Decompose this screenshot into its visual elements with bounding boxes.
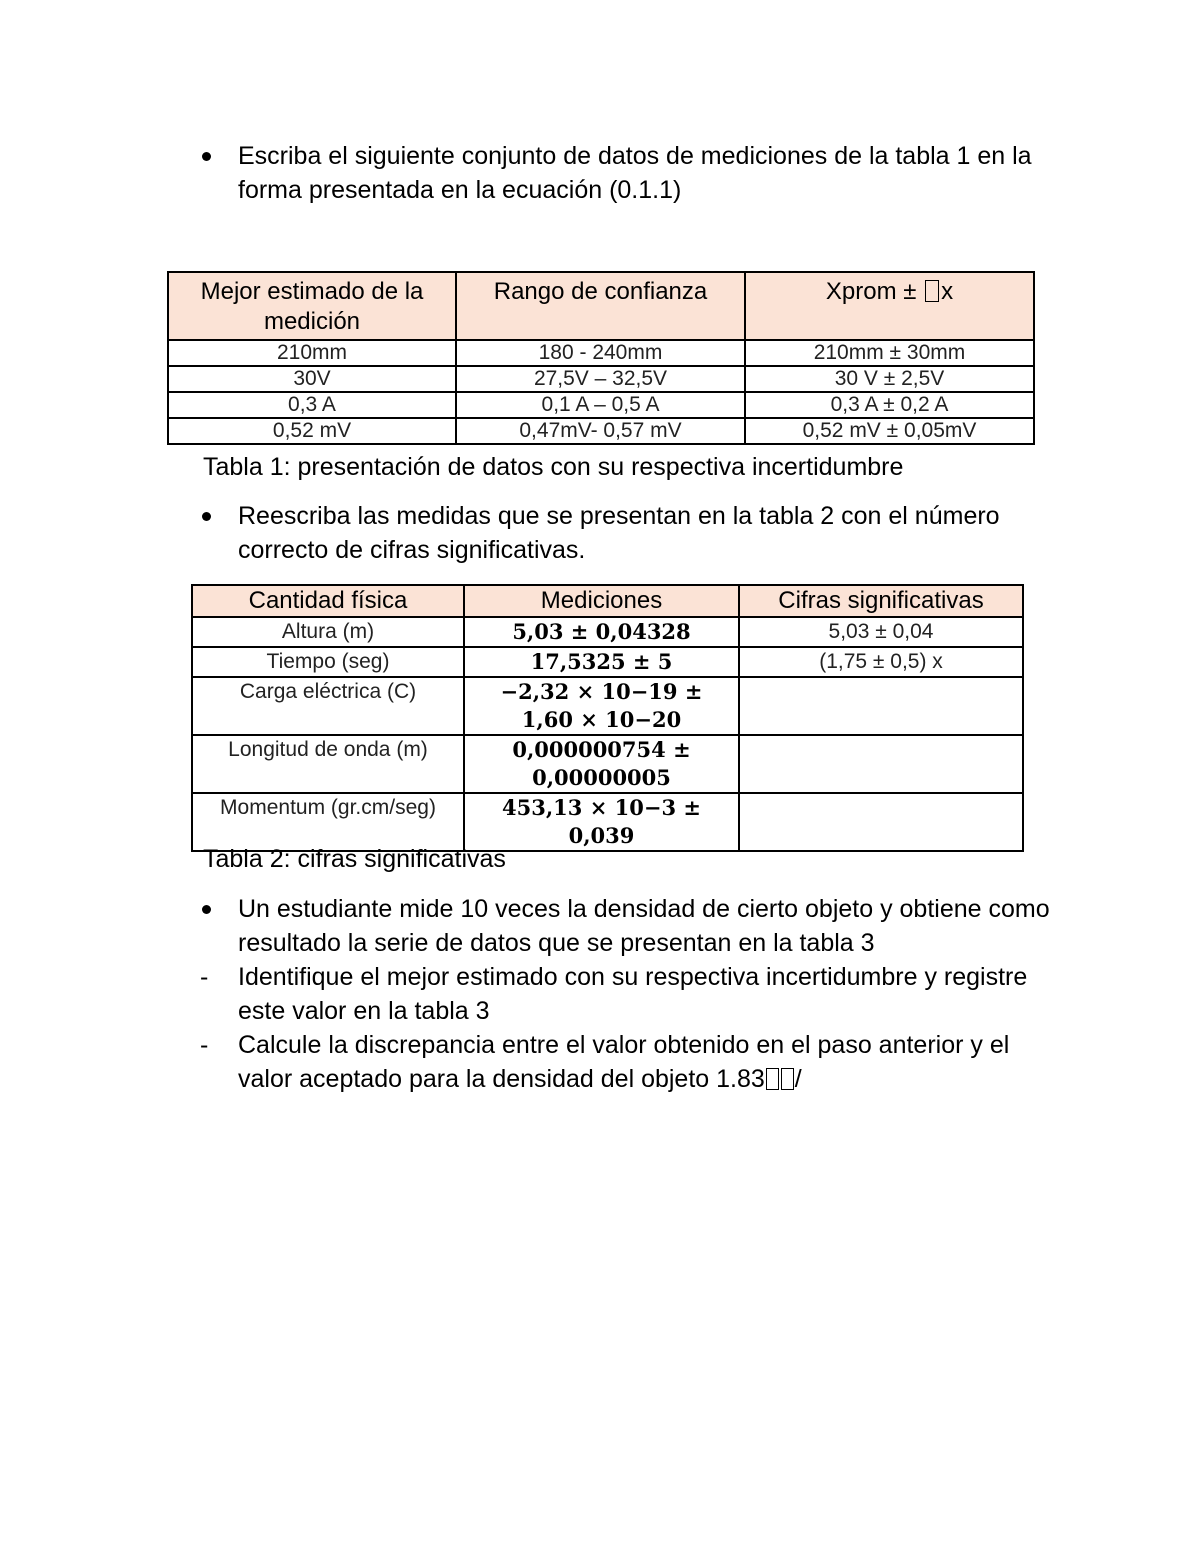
header-cell: Xprom ± x	[745, 272, 1034, 340]
table-row	[192, 647, 1023, 677]
dash-text: Identifique el mejor estimado con su respectiva incertidumbre y registre este valor en la tabla 3	[238, 963, 1028, 1025]
bullet-item	[200, 892, 1060, 960]
sigfig-cell: 5,03 ± 0,04	[739, 617, 1023, 647]
sigfig-cell: (1,75 ± 0,5) x	[739, 647, 1023, 677]
missing-glyph-icon	[925, 280, 939, 302]
table-row	[192, 677, 1023, 735]
table-row	[168, 418, 1034, 444]
table-cell: 180 - 240mm	[456, 340, 745, 366]
sigfig-cell	[739, 793, 1023, 851]
measurement-cell: 𝟓,𝟎𝟑 ± 𝟎,𝟎𝟒𝟑𝟐𝟖	[464, 617, 739, 647]
table-cell: 0,3 A ± 0,2 A	[745, 392, 1034, 418]
quantity-cell: Momentum (gr.cm/seg)	[192, 793, 464, 851]
table-1	[167, 271, 1035, 445]
header-cell: Mediciones	[464, 585, 739, 617]
header-cell: Mejor estimado de la medición	[168, 272, 456, 340]
table-row	[168, 340, 1034, 366]
table-header-row	[192, 585, 1023, 617]
table-cell: 210mm ± 30mm	[745, 340, 1034, 366]
quantity-cell: Altura (m)	[192, 617, 464, 647]
table-cell: 0,52 mV ± 0,05mV	[745, 418, 1034, 444]
dash-mark: -	[200, 1031, 209, 1059]
bullet-item	[200, 499, 1060, 567]
dash-mark: -	[200, 963, 209, 991]
missing-glyph-icon	[766, 1068, 779, 1090]
table-row	[168, 392, 1034, 418]
bullet-text: Escriba el siguiente conjunto de datos de mediciones de la tabla 1 en la forma presentada en la ecuación (0.1.1)	[238, 142, 1032, 204]
table-cell: 210mm	[168, 340, 456, 366]
bullet-item	[200, 139, 1060, 207]
bullet-text: Reescriba las medidas que se presentan en la tabla 2 con el número correcto de cifras significativas.	[238, 502, 1000, 564]
header-cell: Cifras significativas	[739, 585, 1023, 617]
table-1-caption: Tabla 1: presentación de datos con su respectiva incertidumbre	[203, 453, 904, 481]
sigfig-cell	[739, 677, 1023, 735]
section-1	[200, 139, 1060, 207]
table-row	[192, 735, 1023, 793]
measurement-cell: 𝟏𝟕,𝟓𝟑𝟐𝟓 ± 𝟓	[464, 647, 739, 677]
header-cell: Rango de confianza	[456, 272, 745, 340]
bullet-text: Un estudiante mide 10 veces la densidad de cierto objeto y obtiene como resultado la serie de datos que se presentan en la tabla 3	[238, 895, 1050, 957]
measurement-cell: −𝟐,𝟑𝟐 × 𝟏𝟎−𝟏𝟗 ± 𝟏,𝟔𝟎 × 𝟏𝟎−𝟐𝟎	[464, 677, 739, 735]
sigfig-cell	[739, 735, 1023, 793]
table-row	[168, 366, 1034, 392]
missing-glyph-icon	[781, 1068, 794, 1090]
table-cell: 0,52 mV	[168, 418, 456, 444]
table-2-caption: Tabla 2: cifras significativas	[203, 845, 506, 873]
section-2	[200, 499, 1060, 567]
dash-item: - Calcule la discrepancia entre el valor obtenido en el paso anterior y el valor aceptado para la densidad del objeto 1.83 /	[200, 1028, 1060, 1096]
table-cell: 30 V ± 2,5V	[745, 366, 1034, 392]
quantity-cell: Longitud de onda (m)	[192, 735, 464, 793]
quantity-cell: Tiempo (seg)	[192, 647, 464, 677]
header-cell: Cantidad física	[192, 585, 464, 617]
measurement-cell: 𝟎,𝟎𝟎𝟎𝟎𝟎𝟎𝟕𝟓𝟒 ± 𝟎,𝟎𝟎𝟎𝟎𝟎𝟎𝟎𝟓	[464, 735, 739, 793]
table-row	[192, 617, 1023, 647]
table-2	[191, 584, 1024, 852]
dash-item	[200, 960, 1060, 1028]
quantity-cell: Carga eléctrica (C)	[192, 677, 464, 735]
dash-text: Calcule la discrepancia entre el valor obtenido en el paso anterior y el valor aceptado para la densidad del objeto 1.83	[238, 1031, 1010, 1093]
table-header-row	[168, 272, 1034, 340]
table-cell: 0,47mV- 0,57 mV	[456, 418, 745, 444]
measurement-cell: 𝟒𝟓𝟑,𝟏𝟑 × 𝟏𝟎−𝟑 ± 𝟎,𝟎𝟑𝟗	[464, 793, 739, 851]
table-cell: 0,1 A – 0,5 A	[456, 392, 745, 418]
section-3	[200, 892, 1060, 1096]
table-cell: 27,5V – 32,5V	[456, 366, 745, 392]
table-cell: 0,3 A	[168, 392, 456, 418]
table-cell: 30V	[168, 366, 456, 392]
